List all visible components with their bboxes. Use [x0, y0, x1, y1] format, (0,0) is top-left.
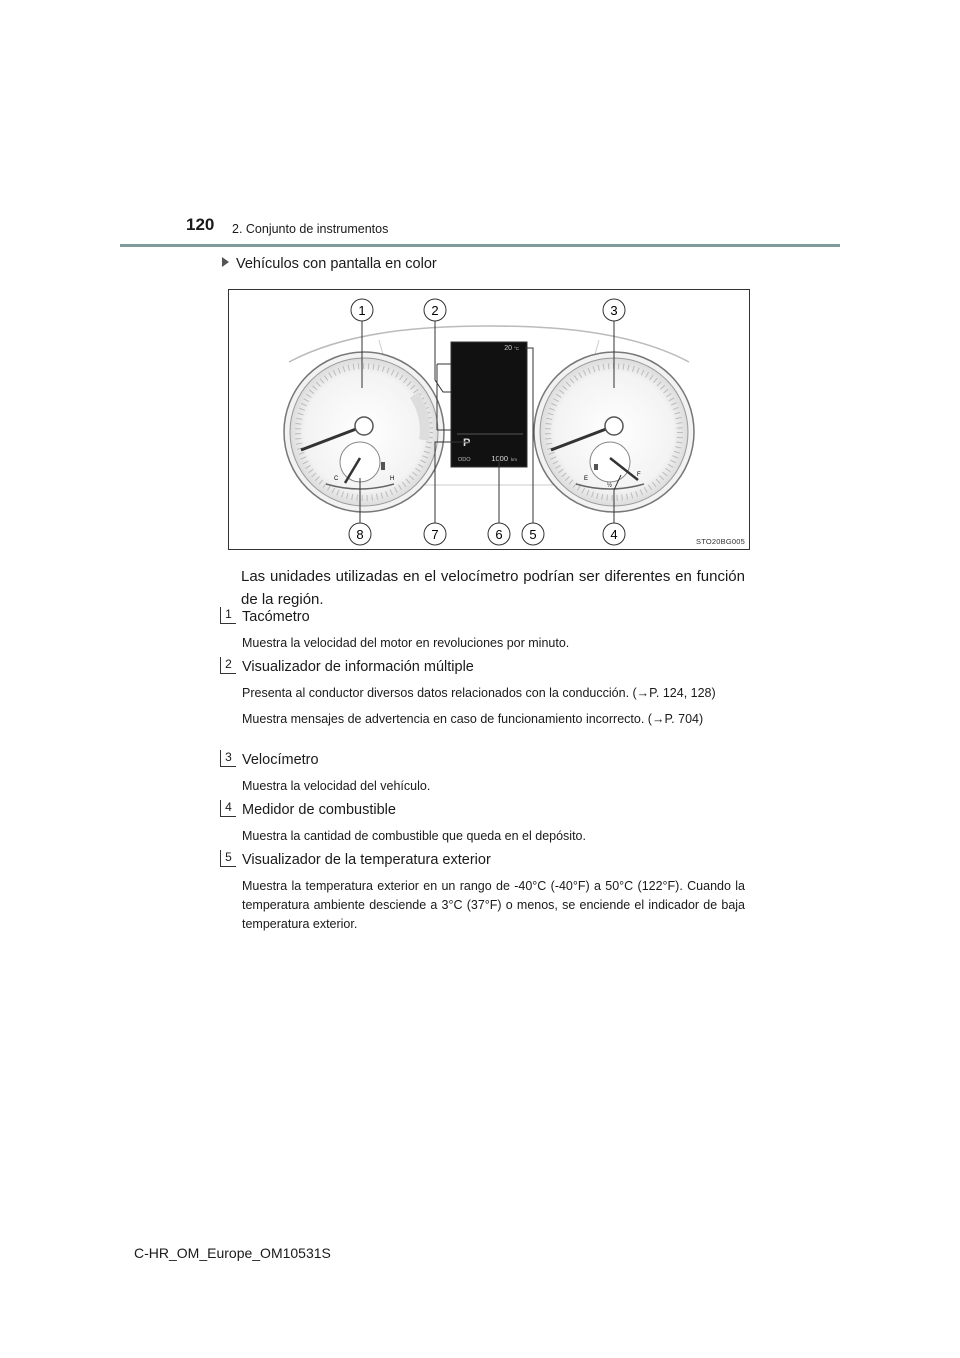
cluster-illustration — [229, 290, 749, 549]
item-title: Medidor de combustible — [242, 802, 396, 818]
gear-indicator: P — [463, 437, 471, 449]
svg-text:2: 2 — [431, 303, 439, 318]
callout-8 — [349, 523, 371, 545]
item-description — [242, 634, 745, 660]
item-desc-paragraph: Presenta al conductor diversos datos relacionados con la conducción. (→P. 124, 128) — [242, 686, 716, 700]
odo-label: ODO — [458, 457, 471, 463]
callout-5 — [522, 523, 544, 545]
callout-3 — [603, 299, 625, 321]
item-number-badge: 2 — [220, 657, 236, 674]
odo-unit: km — [511, 457, 517, 462]
svg-text:6: 6 — [495, 527, 503, 542]
coolant-temp-icon — [381, 462, 385, 470]
callout-4 — [603, 523, 625, 545]
callout-1 — [351, 299, 373, 321]
item-title: Tacómetro — [242, 609, 310, 625]
item-description — [242, 777, 745, 803]
tachometer-gauge — [284, 352, 444, 512]
item-number-badge: 4 — [220, 800, 236, 817]
fuel-full-label: F — [637, 472, 641, 478]
item-number-badge: 5 — [220, 850, 236, 867]
item-description — [242, 684, 745, 736]
footer-doc-id: C-HR_OM_Europe_OM10531S — [134, 1245, 331, 1261]
chapter-title: 2. Conjunto de instrumentos — [232, 222, 389, 236]
temp-hot-label: H — [390, 476, 395, 482]
instrument-cluster-figure — [228, 289, 750, 550]
subsection-heading — [222, 256, 437, 272]
item-number-badge: 1 — [220, 607, 236, 624]
svg-text:5: 5 — [529, 527, 537, 542]
page-number: 120 — [186, 215, 215, 234]
item-description — [242, 877, 745, 941]
item-desc-paragraph: Muestra la temperatura exterior en un rango de -40°C (-40°F) a 50°C (122°F). Cuando la temperatura ambiente desciende a 3°C (37°F) o menos, se enciende el indicador de baja temperatura exterior. — [242, 879, 745, 931]
fuel-pump-icon — [594, 464, 598, 470]
item-desc-paragraph: Muestra la velocidad del vehículo. — [242, 779, 431, 793]
intro-paragraph: Las unidades utilizadas en el velocímetro podrían ser diferentes en función de la región. — [241, 568, 745, 608]
callout-7 — [424, 523, 446, 545]
item-title: Visualizador de la temperatura exterior — [242, 852, 491, 868]
odo-value: 1000 — [491, 454, 508, 463]
outside-temp-value: 20 — [504, 345, 512, 352]
item-description — [242, 827, 745, 853]
multi-information-display — [451, 342, 527, 467]
outside-temp-unit: °C — [514, 346, 520, 351]
figure-code: STO20BG005 — [696, 537, 745, 546]
fuel-half-label: ½ — [607, 483, 613, 489]
temp-cold-label: C — [334, 476, 339, 482]
callout-2 — [424, 299, 446, 321]
svg-text:7: 7 — [431, 527, 439, 542]
svg-text:8: 8 — [356, 527, 364, 542]
item-desc-paragraph: Muestra mensajes de advertencia en caso de funcionamiento incorrecto. (→P. 704) — [242, 712, 704, 726]
svg-text:4: 4 — [610, 527, 618, 542]
svg-text:1: 1 — [358, 303, 366, 318]
item-desc-paragraph: Muestra la cantidad de combustible que queda en el depósito. — [242, 829, 586, 843]
item-title: Velocímetro — [242, 752, 319, 768]
item-title: Visualizador de información múltiple — [242, 659, 474, 675]
triangle-bullet-icon — [222, 257, 229, 267]
callout-6 — [488, 523, 510, 545]
header-rule — [120, 244, 840, 247]
item-number-badge: 3 — [220, 750, 236, 767]
subsection-text: Vehículos con pantalla en color — [236, 256, 437, 272]
svg-text:3: 3 — [610, 303, 618, 318]
item-desc-paragraph: Muestra la velocidad del motor en revoluciones por minuto. — [242, 636, 570, 650]
fuel-empty-label: E — [584, 476, 589, 482]
